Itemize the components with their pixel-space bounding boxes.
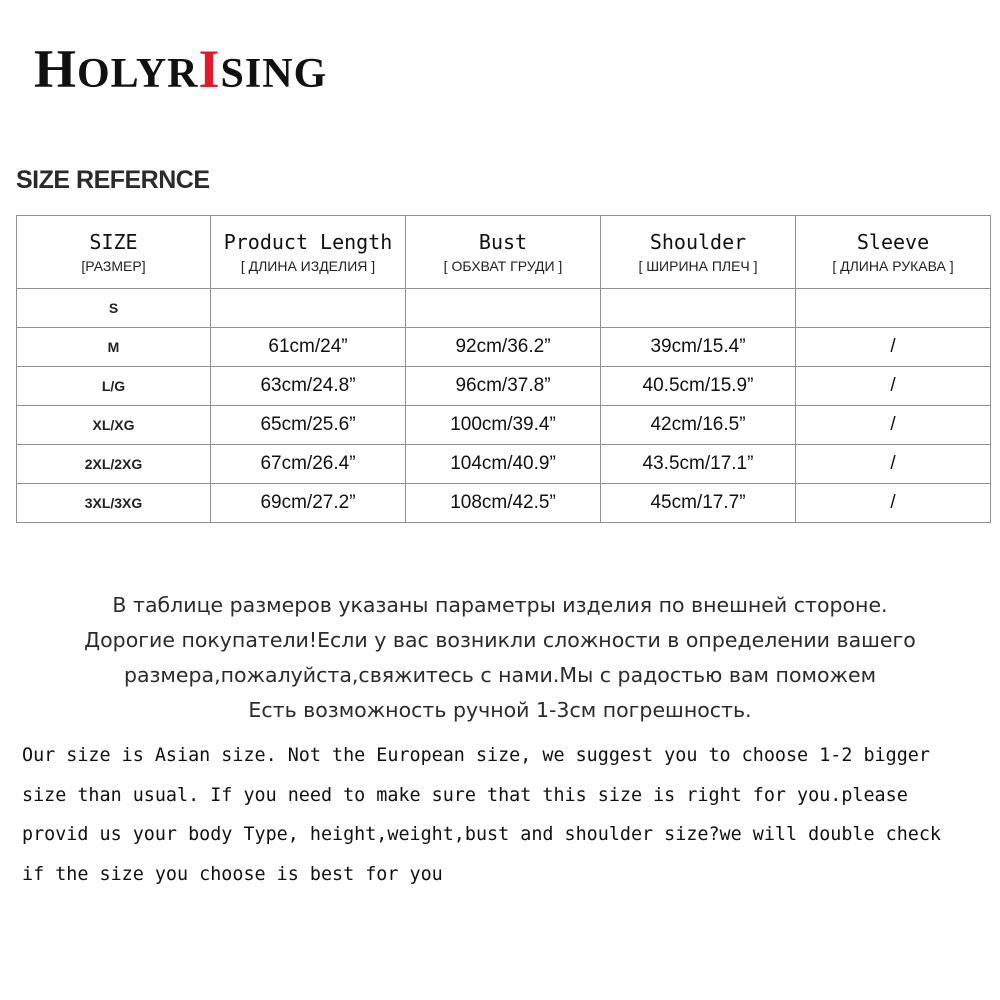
length-cell: 61cm/24” bbox=[211, 328, 406, 367]
bust-cell: 104cm/40.9” bbox=[406, 445, 601, 484]
brand-initial: H bbox=[34, 39, 78, 99]
brand-accent-letter: I bbox=[198, 39, 221, 99]
english-note-line: size than usual. If you need to make sure that this size is right for you.please bbox=[22, 784, 908, 806]
shoulder-cell: 40.5cm/15.9” bbox=[601, 367, 796, 406]
length-cell: 63cm/24.8” bbox=[211, 367, 406, 406]
length-cell: 69cm/27.2” bbox=[211, 484, 406, 523]
russian-note bbox=[0, 588, 1000, 728]
sleeve-cell: / bbox=[796, 406, 991, 445]
size-cell: 2XL/2XG bbox=[17, 445, 211, 484]
shoulder-cell: 42cm/16.5” bbox=[601, 406, 796, 445]
english-note-line: Our size is Asian size. Not the European size, we suggest you to choose 1-2 bigger bbox=[22, 745, 930, 766]
header-sublabel: [ ДЛИНА ИЗДЕЛИЯ ] bbox=[240, 258, 376, 274]
sleeve-cell: / bbox=[796, 367, 991, 406]
shoulder-cell: 39cm/15.4” bbox=[601, 328, 796, 367]
bust-cell: 108cm/42.5” bbox=[406, 484, 601, 523]
table-row bbox=[17, 289, 991, 328]
table-row bbox=[17, 445, 991, 484]
size-cell: L/G bbox=[17, 367, 211, 406]
header-sublabel: [ ШИРИНА ПЛЕЧ ] bbox=[638, 258, 758, 274]
russian-note-line: В таблице размеров указаны параметры изделия по внешней стороне. bbox=[112, 593, 888, 617]
header-bust bbox=[406, 216, 601, 289]
header-sublabel: [РАЗМЕР] bbox=[81, 258, 146, 274]
russian-note-line: Дорогие покупатели!Если у вас возникли сложности в определении вашего bbox=[84, 628, 916, 652]
shoulder-cell bbox=[601, 289, 796, 328]
header-label: Bust bbox=[478, 230, 528, 254]
length-cell: 67cm/26.4” bbox=[211, 445, 406, 484]
shoulder-cell: 43.5cm/17.1” bbox=[601, 445, 796, 484]
russian-note-line: Есть возможность ручной 1-3см погрешность. bbox=[248, 698, 752, 722]
sleeve-cell: / bbox=[796, 445, 991, 484]
sleeve-cell bbox=[796, 289, 991, 328]
brand-text-2: SING bbox=[220, 51, 328, 97]
size-table bbox=[16, 215, 991, 523]
sleeve-cell: / bbox=[796, 328, 991, 367]
size-cell: M bbox=[17, 328, 211, 367]
russian-note-line: размера,пожалуйста,свяжитесь с нами.Мы с радостью вам поможем bbox=[123, 663, 877, 687]
header-shoulder bbox=[601, 216, 796, 289]
header-sublabel: [ ДЛИНА РУКАВА ] bbox=[832, 258, 954, 274]
table-row bbox=[17, 484, 991, 523]
header-label: Sleeve bbox=[856, 230, 930, 254]
brand-text-1: OLYR bbox=[77, 51, 199, 97]
bust-cell: 100cm/39.4” bbox=[406, 406, 601, 445]
table-row bbox=[17, 367, 991, 406]
header-product-length bbox=[211, 216, 406, 289]
bust-cell: 96cm/37.8” bbox=[406, 367, 601, 406]
table-row bbox=[17, 406, 991, 445]
table-row bbox=[17, 328, 991, 367]
brand-logo bbox=[34, 38, 327, 100]
header-size bbox=[17, 216, 211, 289]
bust-cell: 92cm/36.2” bbox=[406, 328, 601, 367]
length-cell bbox=[211, 289, 406, 328]
header-label: Product Length bbox=[223, 230, 393, 254]
english-note-line: if the size you choose is best for you bbox=[22, 863, 443, 885]
english-note bbox=[22, 736, 992, 894]
size-cell: 3XL/3XG bbox=[17, 484, 211, 523]
size-cell: XL/XG bbox=[17, 406, 211, 445]
header-label: SIZE bbox=[89, 230, 138, 254]
bust-cell bbox=[406, 289, 601, 328]
header-sublabel: [ ОБХВАТ ГРУДИ ] bbox=[443, 258, 563, 274]
size-cell: S bbox=[17, 289, 211, 328]
english-note-line: provid us your body Type, height,weight,bust and shoulder size?we will double check bbox=[22, 824, 941, 845]
header-sleeve bbox=[796, 216, 991, 289]
length-cell: 65cm/25.6” bbox=[211, 406, 406, 445]
section-title: SIZE REFERNCE bbox=[16, 166, 210, 194]
shoulder-cell: 45cm/17.7” bbox=[601, 484, 796, 523]
table-header-row bbox=[17, 216, 991, 289]
header-label: Shoulder bbox=[649, 230, 747, 254]
sleeve-cell: / bbox=[796, 484, 991, 523]
